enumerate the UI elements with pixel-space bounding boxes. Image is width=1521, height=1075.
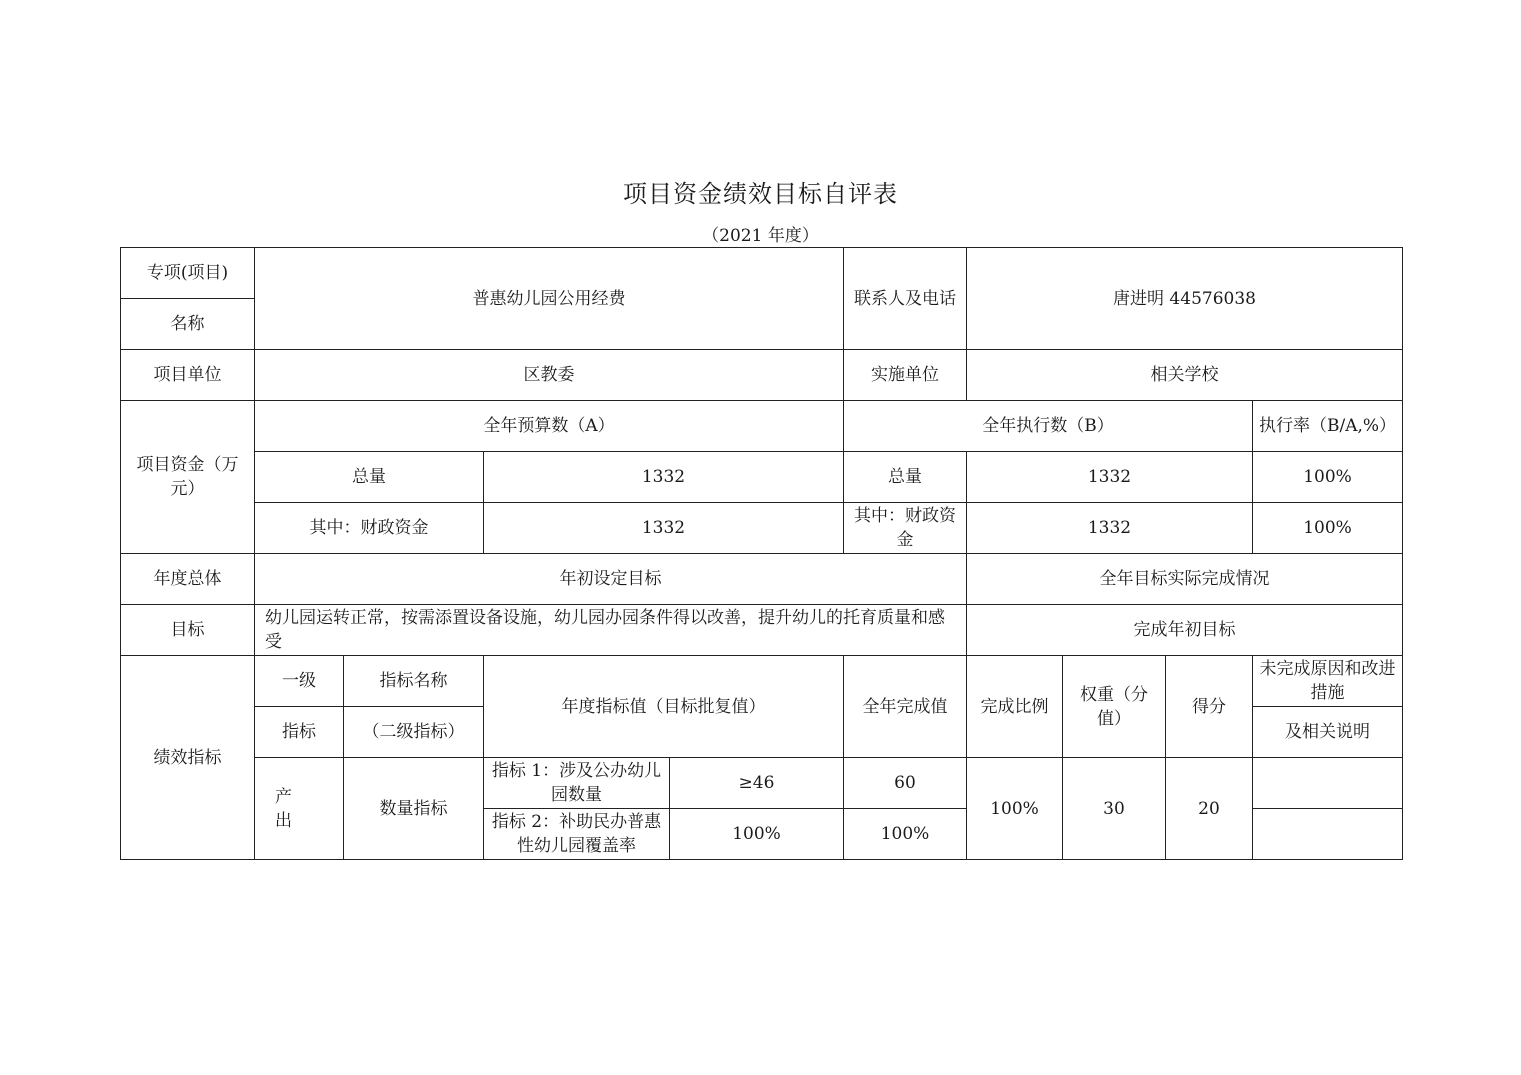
performance-label: 绩效指标 [121, 656, 255, 860]
score-header: 得分 [1166, 656, 1253, 758]
project-name-value: 普惠幼儿园公用经费 [255, 248, 844, 350]
self-evaluation-table [120, 247, 1403, 860]
indicator-1-reason [1253, 758, 1403, 809]
exec-fiscal-value: 1332 [967, 503, 1253, 554]
full-year-header: 全年完成值 [844, 656, 967, 758]
rate-header: 执行率（B/A,%） [1253, 401, 1403, 452]
reason-header-a: 未完成原因和改进措施 [1253, 656, 1403, 707]
budget-total-value: 1332 [484, 452, 844, 503]
completion-ratio: 100% [967, 758, 1063, 860]
indicator-name-header-b: （二级指标） [344, 707, 484, 758]
funds-row [121, 452, 1403, 503]
indicator-2-reason [1253, 809, 1403, 860]
exec-header: 全年执行数（B） [844, 401, 1253, 452]
indicator-1-actual: 60 [844, 758, 967, 809]
indicator-1-target: ≥46 [670, 758, 844, 809]
project-name-label-2: 名称 [121, 299, 255, 350]
indicator-2-actual: 100% [844, 809, 967, 860]
actual-goal-header: 全年目标实际完成情况 [967, 554, 1403, 605]
initial-goal-header: 年初设定目标 [255, 554, 967, 605]
project-unit-value: 区教委 [255, 350, 844, 401]
reason-header-b: 及相关说明 [1253, 707, 1403, 758]
exec-fiscal-label: 其中：财政资金 [844, 503, 967, 554]
ratio-header: 完成比例 [967, 656, 1063, 758]
weight-header: 权重（分值） [1063, 656, 1166, 758]
exec-total-value: 1332 [967, 452, 1253, 503]
budget-fiscal-value: 1332 [484, 503, 844, 554]
contact-value: 唐进明 44576038 [967, 248, 1403, 350]
goals-label-2: 目标 [121, 605, 255, 656]
budget-header: 全年预算数（A） [255, 401, 844, 452]
funds-label: 项目资金（万元） [121, 401, 255, 554]
level1-header-b: 指标 [255, 707, 344, 758]
actual-goal-text: 完成年初目标 [967, 605, 1403, 656]
indicator-2-name: 指标 2：补助民办普惠性幼儿园覆盖率 [484, 809, 670, 860]
project-name-label-1: 专项(项目) [121, 248, 255, 299]
weight-value: 30 [1063, 758, 1166, 860]
indicator-1-name: 指标 1：涉及公办幼儿园数量 [484, 758, 670, 809]
annual-value-header: 年度指标值（目标批复值） [484, 656, 844, 758]
quantity-subcategory: 数量指标 [344, 758, 484, 860]
form-title: 项目资金绩效目标自评表 [623, 180, 898, 208]
impl-unit-label: 实施单位 [844, 350, 967, 401]
initial-goal-text: 幼儿园运转正常，按需添置设备设施，幼儿园办园条件得以改善，提升幼儿的托育质量和感受 [255, 605, 967, 656]
rate-total-value: 100% [1253, 452, 1403, 503]
goals-label-1: 年度总体 [121, 554, 255, 605]
form-year: （2021 年度） [702, 226, 819, 246]
indicator-name-header-a: 指标名称 [344, 656, 484, 707]
output-category: 产 出 [255, 758, 344, 860]
contact-label: 联系人及电话 [844, 248, 967, 350]
budget-total-label: 总量 [255, 452, 484, 503]
funds-row [121, 503, 1403, 554]
table-row [121, 758, 1403, 809]
score-value: 20 [1166, 758, 1253, 860]
budget-fiscal-label: 其中：财政资金 [255, 503, 484, 554]
indicator-2-target: 100% [670, 809, 844, 860]
exec-total-label: 总量 [844, 452, 967, 503]
rate-fiscal-value: 100% [1253, 503, 1403, 554]
level1-header-a: 一级 [255, 656, 344, 707]
impl-unit-value: 相关学校 [967, 350, 1403, 401]
project-unit-label: 项目单位 [121, 350, 255, 401]
